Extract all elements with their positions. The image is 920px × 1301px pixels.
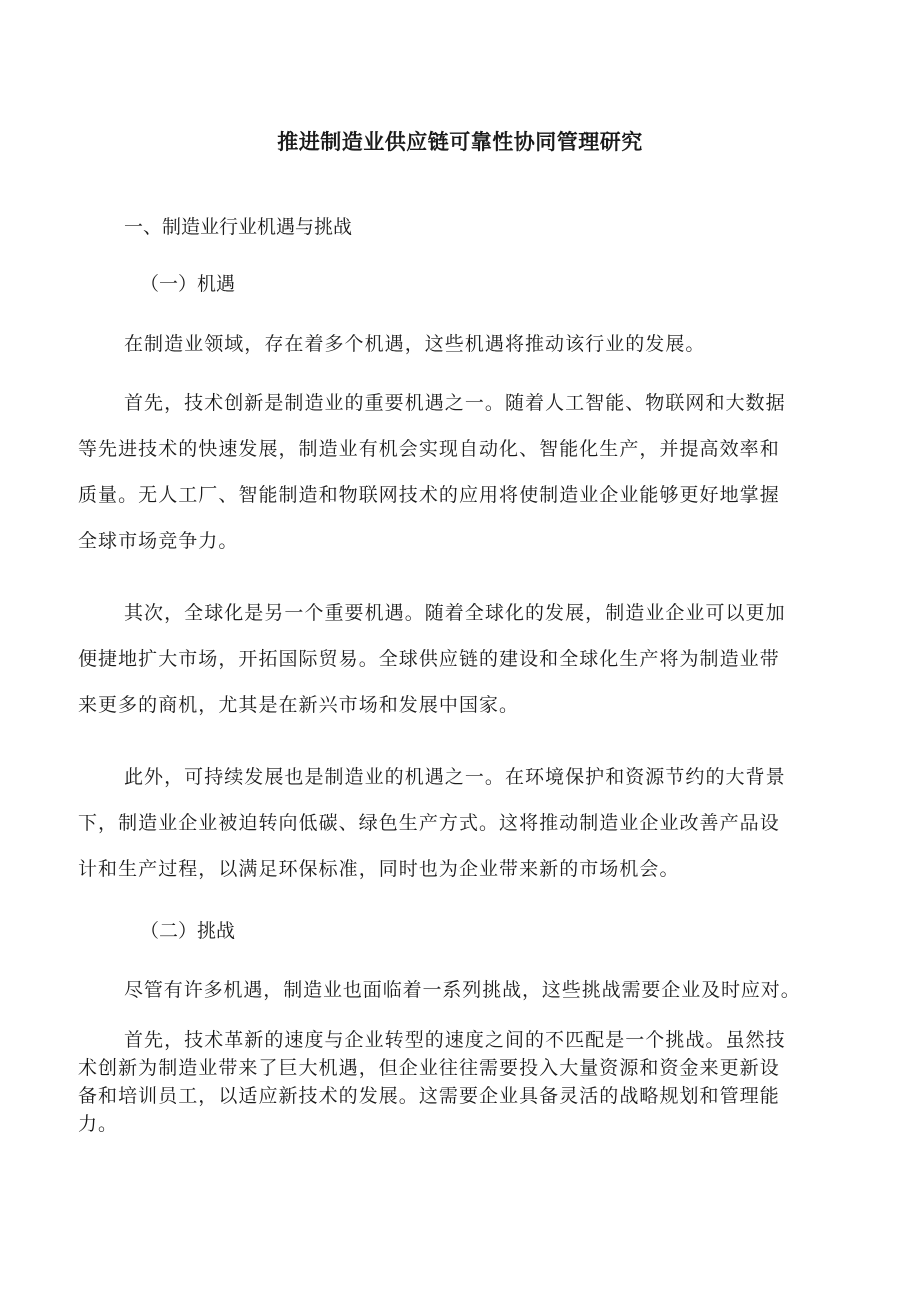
paragraph-opportunities-intro [78, 321, 848, 367]
paragraph-line: 质量。无人工厂、智能制造和物联网技术的应用将使制造业企业能够更好地掌握 [78, 484, 780, 506]
paragraph-line: 力。 [78, 1113, 119, 1135]
paragraph-sustainability [78, 754, 848, 892]
paragraph-line: 下，制造业企业被迫转向低碳、绿色生产方式。这将推动制造业企业改善产品设 [78, 812, 780, 834]
paragraph-challenges-intro [78, 967, 848, 1013]
paragraph-technology-innovation [78, 380, 848, 564]
subheading-challenges: （二）挑战 [140, 920, 236, 942]
paragraph-line: 备和培训员工，以适应新技术的发展。这需要企业具备灵活的战略规划和管理能 [78, 1085, 780, 1107]
paragraph-line: 全球市场竞争力。 [78, 530, 239, 552]
subheading-opportunities: （一）机遇 [140, 273, 236, 295]
paragraph-line: 首先，技术创新是制造业的重要机遇之一。随着人工智能、物联网和大数据 [124, 392, 786, 414]
document-title: 推进制造业供应链可靠性协同管理研究 [277, 130, 643, 154]
paragraph-line: 在制造业领域，存在着多个机遇，这些机遇将推动该行业的发展。 [124, 333, 706, 355]
paragraph-line: 便捷地扩大市场，开拓国际贸易。全球供应链的建设和全球化生产将为制造业带 [78, 648, 780, 670]
paragraph-technology-mismatch [78, 1026, 848, 1138]
paragraph-line: 此外，可持续发展也是制造业的机遇之一。在环境保护和资源节约的大背景 [124, 766, 786, 788]
paragraph-line: 尽管有许多机遇，制造业也面临着一系列挑战，这些挑战需要企业及时应对。 [124, 979, 801, 1001]
paragraph-line: 术创新为制造业带来了巨大机遇，但企业往往需要投入大量资源和资金来更新设 [78, 1057, 780, 1079]
paragraph-line: 其次，全球化是另一个重要机遇。随着全球化的发展，制造业企业可以更加 [124, 602, 786, 624]
paragraph-line: 计和生产过程，以满足环保标准，同时也为企业带来新的市场机会。 [78, 858, 680, 880]
paragraph-line: 首先，技术革新的速度与企业转型的速度之间的不匹配是一个挑战。虽然技 [124, 1029, 786, 1051]
paragraph-line: 来更多的商机，尤其是在新兴市场和发展中国家。 [78, 694, 520, 716]
paragraph-globalization [78, 590, 848, 728]
paragraph-line: 等先进技术的快速发展，制造业有机会实现自动化、智能化生产，并提高效率和 [78, 438, 780, 460]
section-heading-industry: 一、制造业行业机遇与挑战 [124, 216, 353, 238]
